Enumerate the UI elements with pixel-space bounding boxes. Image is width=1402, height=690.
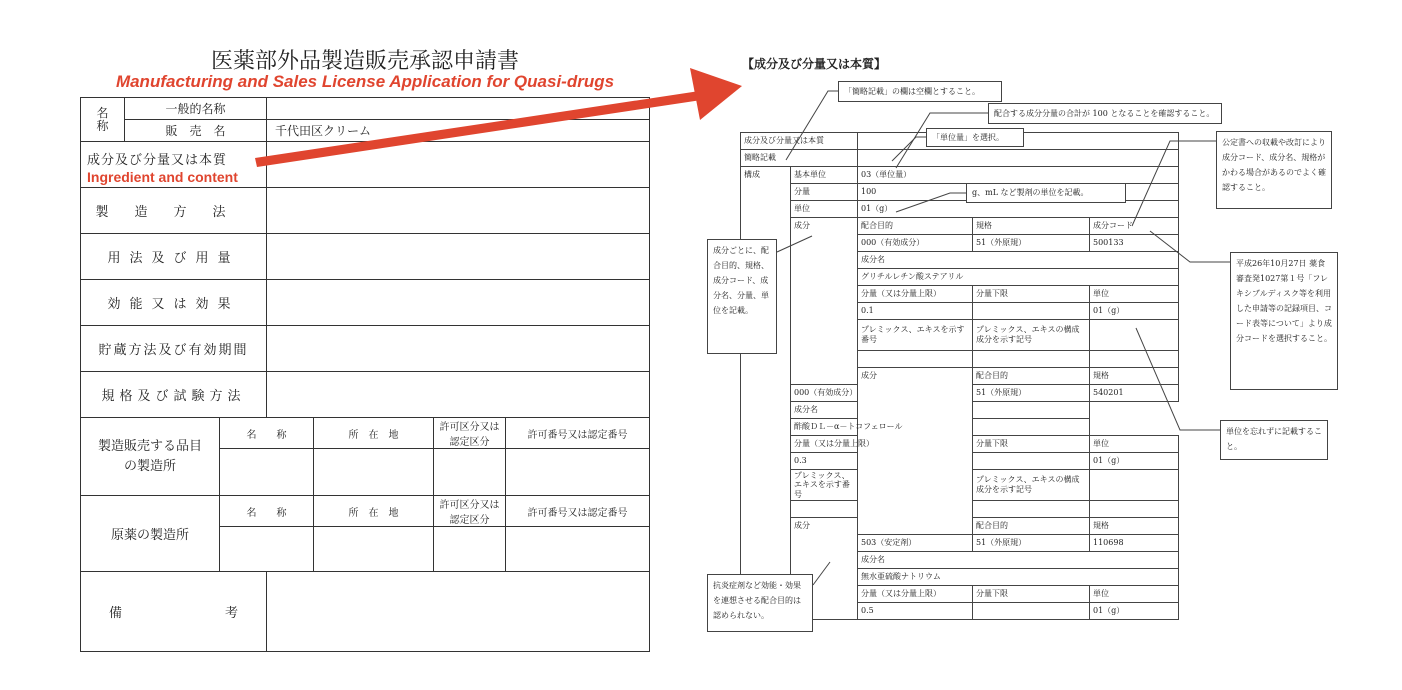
red-arrow <box>255 68 742 167</box>
c1-standard-label: 規格 <box>973 218 1090 235</box>
note-brief-blank: 「簡略記載」の欄は空欄とすること。 <box>838 81 1002 102</box>
c1-purpose-label: 配合目的 <box>858 218 973 235</box>
c2-unit-label: 単位 <box>1090 436 1179 453</box>
c1-name-label: 成分名 <box>858 252 1179 269</box>
storage-label: 貯蔵方法及び有効期間 <box>81 326 267 372</box>
c2-premix-number-label: プレミックス、エキスを示す番号 <box>791 470 858 501</box>
c1-code-value: 500133 <box>1090 235 1179 252</box>
c1-qty-lower-label: 分量下限 <box>973 286 1090 303</box>
c2-unit-value: 01（g） <box>1090 453 1179 470</box>
c1-unit-label: 単位 <box>1090 286 1179 303</box>
c1-qty-upper-label: 分量（又は分量上限） <box>858 286 973 303</box>
c1-qty-value: 0.1 <box>858 303 973 320</box>
row-title-label: 成分及び分量又は本質 <box>741 133 858 150</box>
sales-name-label: 販 売 名 <box>125 120 267 142</box>
efficacy-label: 効能又は効果 <box>81 280 267 326</box>
note-code-check: 公定書への収載や改訂により成分コード、成分名、規格がかわる場合があるのでよく確認すること。 <box>1216 131 1332 209</box>
ingredient-section-heading: 【成分及び分量又は本質】 <box>742 57 887 71</box>
c1-standard-value: 51（外原規） <box>973 235 1090 252</box>
c2-purpose-value: 000（有効成分） <box>791 385 858 402</box>
leader-brief <box>786 91 838 160</box>
api-col-permit-no: 許可番号又は認定番号 <box>506 496 650 527</box>
usage-label: 用法及び用量 <box>81 234 267 280</box>
form-title: 医薬部外品製造販売承認申請書 <box>210 49 519 74</box>
component-1-label: 成分 <box>791 218 858 385</box>
unit-label: 単位 <box>791 201 858 218</box>
c2-qty-lower-label: 分量下限 <box>973 436 1090 453</box>
base-unit-label: 基本単位 <box>791 167 858 184</box>
ingredient-label-en: Ingredient and content <box>87 168 238 185</box>
mfg-col-permit-no: 許可番号又は認定番号 <box>506 418 650 449</box>
c2-code-value: 540201 <box>1090 385 1179 402</box>
c1-premix-number-label: プレミックス、エキスを示す番号 <box>858 320 973 351</box>
c2-qty-value: 0.3 <box>791 453 858 470</box>
leader-unit-remember <box>1136 328 1220 430</box>
sales-name-value: 千代田区クリーム <box>267 120 650 142</box>
note-total-100: 配合する成分分量の合計が 100 となることを確認すること。 <box>988 103 1222 124</box>
c1-unit-value: 01（g） <box>1090 303 1179 320</box>
c3-purpose-label: 配合目的 <box>973 518 1090 535</box>
c1-code-label: 成分コード <box>1090 218 1179 235</box>
amount-value: 100 <box>858 184 1179 201</box>
c3-name-value: 無水亜硫酸ナトリウム <box>858 569 1179 586</box>
mfg-col-name: 名 称 <box>220 418 314 449</box>
mfg-site-label: 製造販売する品目の製造所 <box>81 418 220 496</box>
note-purpose-restriction: 抗炎症剤など効能・効果を連想させる配合目的は認められない。 <box>707 574 813 632</box>
c3-standard-label: 規格 <box>1090 518 1179 535</box>
ingredient-label-ja: 成分及び分量又は本質 <box>87 152 228 168</box>
c3-name-label: 成分名 <box>858 552 1179 569</box>
leader-unit-select <box>892 137 926 161</box>
note-unit-select: 「単位量」を選択。 <box>926 128 1024 147</box>
note-code-select: 平成26年10月27日 薬食審査発1027第１号「フレキシブルディスク等を利用した申請等の記録項目、コード表等について」より成分コードを選択すること。 <box>1230 252 1338 390</box>
manufacturing-method-label: 製造方法 <box>81 188 267 234</box>
c3-code-value: 110698 <box>1090 535 1179 552</box>
api-col-name: 名 称 <box>220 496 314 527</box>
c3-standard-value: 51（外原規） <box>973 535 1090 552</box>
c1-purpose-value: 000（有効成分） <box>858 235 973 252</box>
form-title-english: Manufacturing and Sales License Application for Quasi-drugs <box>115 72 615 91</box>
note-unit-remember: 単位を忘れずに記載すること。 <box>1220 420 1328 460</box>
c1-premix-symbol-label: プレミックス、エキスの構成成分を示す記号 <box>973 320 1090 351</box>
amount-label: 分量 <box>791 184 858 201</box>
c2-name-value: 酢酸ＤＬ－α－トコフェロール <box>791 419 1090 436</box>
red-arrow-head <box>690 68 742 120</box>
c3-unit-value: 01（g） <box>1090 603 1179 620</box>
c3-purpose-value: 503（安定剤） <box>858 535 973 552</box>
remarks-label-2: 考 <box>225 606 239 621</box>
unit-value: 01（g） <box>858 201 1179 218</box>
api-col-permit-type: 許可区分又は認定区分 <box>434 496 506 527</box>
c3-qty-lower-label: 分量下限 <box>973 586 1090 603</box>
mfg-col-location: 所 在 地 <box>314 418 434 449</box>
api-site-label: 原薬の製造所 <box>81 496 220 572</box>
api-col-location: 所 在 地 <box>314 496 434 527</box>
note-unit-describe: g、mL など製剤の単位を記載。 <box>966 183 1126 203</box>
brief-label: 簡略記載 <box>741 150 858 167</box>
note-per-component: 成分ごとに、配合目的、規格、成分コード、成分名、分量、単位を記載。 <box>707 239 777 354</box>
callout-leader-lines <box>777 91 1230 585</box>
base-unit-value: 03（単位量） <box>858 167 1179 184</box>
c2-premix-symbol-label: プレミックス、エキスの構成成分を示す記号 <box>973 470 1090 501</box>
c2-standard-label: 規格 <box>1090 368 1179 385</box>
c2-standard-value: 51（外原規） <box>973 385 1090 402</box>
name-label: 名 称 <box>81 98 125 142</box>
c3-qty-value: 0.5 <box>858 603 973 620</box>
c3-unit-label: 単位 <box>1090 586 1179 603</box>
red-arrow-shaft <box>255 90 708 167</box>
leader-unit-describe <box>896 193 966 212</box>
c2-qty-upper-label: 分量（又は分量上限） <box>791 436 858 453</box>
leader-total <box>896 113 988 168</box>
mfg-col-permit-type: 許可区分又は認定区分 <box>434 418 506 449</box>
component-3-label: 成分 <box>791 518 858 620</box>
leader-purpose <box>813 562 830 585</box>
c3-qty-upper-label: 分量（又は分量上限） <box>858 586 973 603</box>
general-name-label: 一般的名称 <box>125 98 267 120</box>
c2-name-label: 成分名 <box>791 402 1090 419</box>
remarks-label-1: 備 <box>109 606 123 621</box>
spec-label: 規格及び試験方法 <box>81 372 267 418</box>
leader-code-check <box>1132 141 1216 226</box>
leader-code-select <box>1150 231 1230 262</box>
c2-purpose-label: 配合目的 <box>973 368 1090 385</box>
leader-per-component <box>777 236 812 252</box>
component-2-label: 成分 <box>858 368 973 535</box>
c1-name-value: グリチルレチン酸ステアリル <box>858 269 1179 286</box>
composition-label: 構成 <box>741 167 791 620</box>
